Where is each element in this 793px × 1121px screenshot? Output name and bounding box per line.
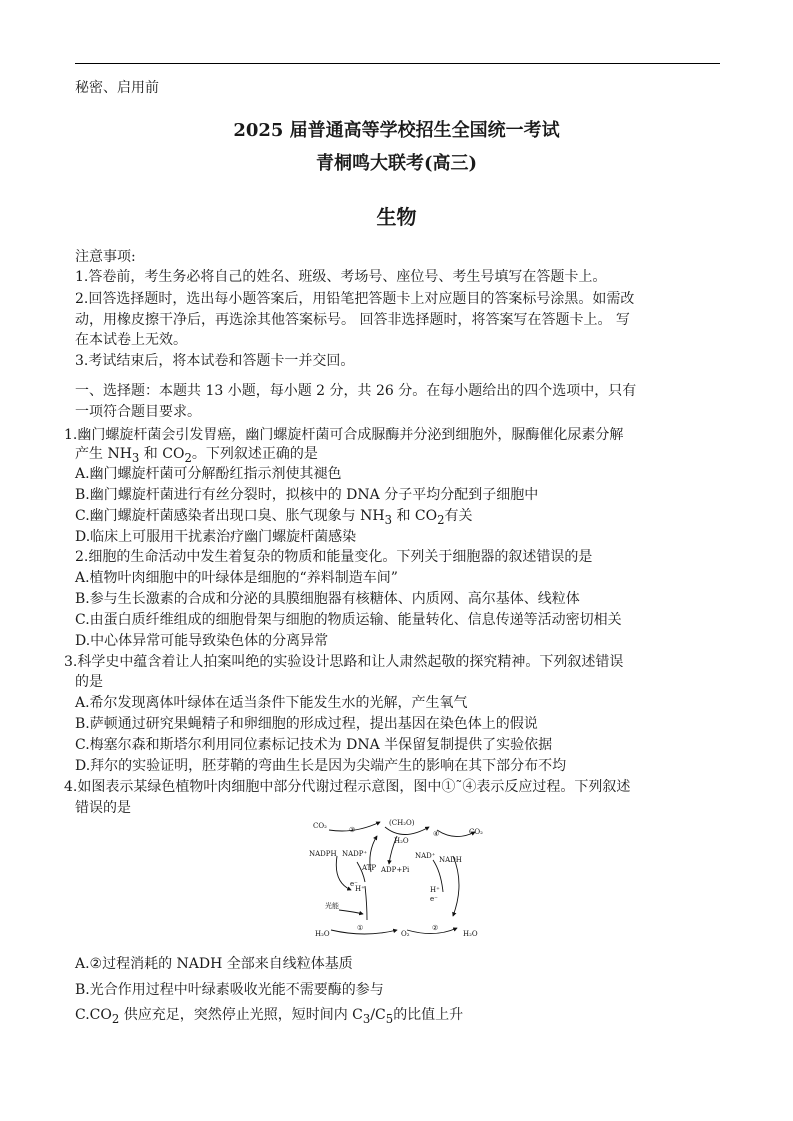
label-step1: ①: [357, 924, 364, 932]
label-nadh: NADH: [439, 856, 462, 864]
label-e-right: e⁻: [430, 895, 438, 903]
label-ch2o: (CH₂O): [389, 819, 415, 827]
notice-line: 在本试卷上无效。: [75, 332, 187, 348]
q2-option-a: A.植物叶肉细胞中的叶绿体是细胞的“养料制造车间”: [75, 570, 398, 586]
label-co2-left: CO₂: [313, 822, 327, 830]
q3-stem: 3.科学史中蕴含着让人拍案叫绝的实验设计思路和让人肃然起敬的探究精神。下列叙述错误: [64, 654, 624, 670]
notice-line: 1.答卷前，考生务必将自己的姓名、班级、考场号、座位号、考生号填写在答题卡上。: [75, 269, 607, 285]
label-nad-plus: NAD⁺: [415, 852, 436, 860]
label-nadp: NADP⁺: [342, 850, 368, 858]
metabolism-diagram: [305, 812, 495, 944]
label-step2: ②: [432, 924, 439, 932]
q3-option-d: D.拜尔的实验证明，胚芽鞘的弯曲生长是因为尖端产生的影响在其下部分布不均: [75, 758, 567, 774]
label-step4: ④: [433, 830, 440, 838]
notice-heading: 注意事项:: [75, 249, 136, 265]
q4-option-a: A.②过程消耗的 NADH 全部来自线粒体基质: [75, 956, 353, 972]
q3-option-a: A.希尔发现离体叶绿体在适当条件下能发生水的光解，产生氧气: [75, 695, 468, 711]
q4-option-b: B.光合作用过程中叶绿素吸收光能不需要酶的参与: [75, 982, 384, 998]
top-rule: [75, 63, 720, 64]
q1-option-c: C.幽门螺旋杆菌感染者出现口臭、胀气现象与 $NH_3$ 和 $CO_2$有关: [75, 508, 473, 527]
section-instruction: 一、选择题：本题共 13 小题，每小题 2 分，共 26 分。在每小题给出的四个选项中，只有: [75, 383, 637, 399]
q1-option-a: A.幽门螺旋杆菌可分解酚红指示剂使其褪色: [75, 466, 342, 482]
label-atp: ATP: [362, 864, 377, 872]
label-h-right: H⁺: [430, 886, 440, 894]
label-h2o-left: H₂O: [315, 930, 330, 938]
notice-line: 动，用橡皮擦干净后，再选涂其他答案标号。 回答非选择题时，将答案写在答题卡上。 写: [75, 312, 630, 328]
section-instruction: 一项符合题目要求。: [75, 404, 201, 420]
q1-stem-cont: 产生 $NH_3$ 和 $CO_2$。下列叙述正确的是: [75, 446, 318, 465]
q4-stem: 4.如图表示某绿色植物叶肉细胞中部分代谢过程示意图，图中①˜④表示反应过程。下列叙述: [64, 779, 631, 795]
label-co2-right: CO₂: [469, 828, 483, 836]
notice-line: 3.考试结束后，将本试卷和答题卡一并交回。: [75, 353, 355, 369]
label-h2o-right: H₂O: [463, 930, 478, 938]
q2-option-c: C.由蛋白质纤维组成的细胞骨架与细胞的物质运输、能量转化、信息传递等活动密切相关: [75, 612, 622, 628]
label-h-left: H⁺: [355, 885, 365, 893]
exam-title: 2025 届普通高等学校招生全国统一考试: [233, 120, 560, 141]
label-adp: ADP+Pi: [381, 866, 410, 874]
q3-option-b: B.萨顿通过研究果蝇精子和卵细胞的形成过程，提出基因在染色体上的假说: [75, 716, 538, 732]
q2-option-b: B.参与生长激素的合成和分泌的具膜细胞器有核糖体、内质网、高尔基体、线粒体: [75, 591, 580, 607]
label-nadph: NADPH: [309, 850, 337, 858]
notice-line: 2.回答选择题时，选出每小题答案后，用铅笔把答题卡上对应题目的答案标号涂黑。如需改: [75, 291, 635, 307]
label-h2o-mid: H₂O: [394, 837, 409, 845]
q4-option-c: $C.CO_2$ 供应充足，突然停止光照，短时间内 $C_3/C_5$的比值上升: [75, 1007, 464, 1026]
q1-option-d: D.临床上可服用干扰素治疗幽门螺旋杆菌感染: [75, 529, 357, 545]
q3-option-c: C.梅塞尔森和斯塔尔利用同位素标记技术为 DNA 半保留复制提供了实验依据: [75, 737, 553, 753]
confidential-mark: 秘密、启用前: [75, 80, 159, 96]
q4-stem-cont: 错误的是: [75, 800, 131, 816]
label-e-left: e⁻: [350, 880, 358, 888]
label-light: 光能: [325, 902, 339, 910]
label-step3: ③: [349, 826, 356, 834]
q2-stem: 2.细胞的生命活动中发生着复杂的物质和能量变化。下列关于细胞器的叙述错误的是: [75, 549, 593, 565]
label-o2: O₂: [401, 930, 410, 938]
q1-stem: 1.幽门螺旋杆菌会引发胃癌，幽门螺旋杆菌可合成脲酶并分泌到细胞外，脲酶催化尿素分解: [64, 427, 624, 443]
q1-option-b: B.幽门螺旋杆菌进行有丝分裂时，拟核中的 DNA 分子平均分配到子细胞中: [75, 487, 539, 503]
subject-title: 生物: [376, 205, 417, 229]
q3-stem-cont: 的是: [75, 674, 103, 690]
exam-subtitle: 青桐鸣大联考(高三): [315, 153, 478, 174]
q2-option-d: D.中心体异常可能导致染色体的分离异常: [75, 633, 329, 649]
